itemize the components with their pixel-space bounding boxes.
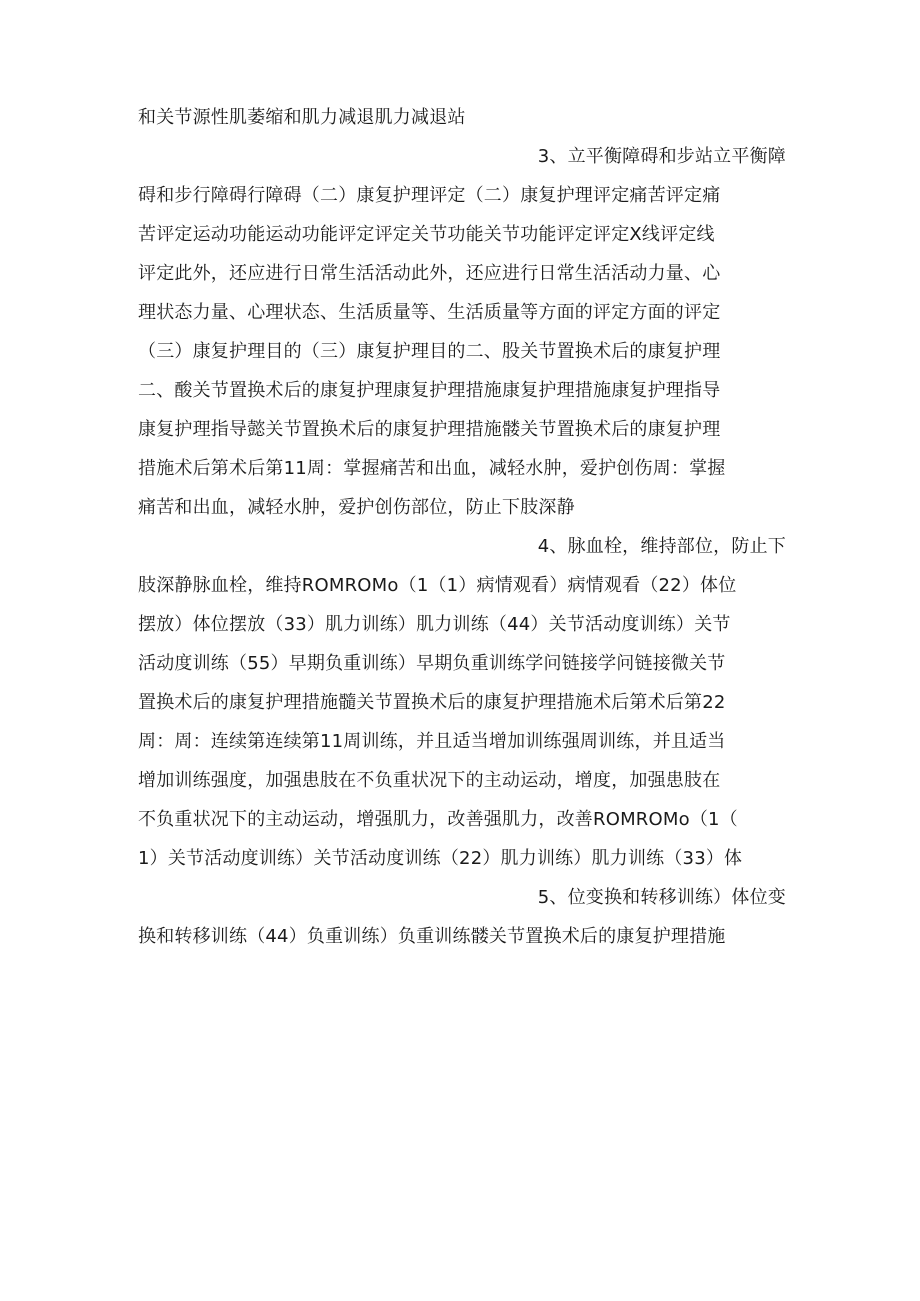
text-line: 5、位变换和转移训练）体位变	[537, 887, 786, 908]
text-line: 苦评定运动功能运动功能评定评定关节功能关节功能评定评定X线评定线	[138, 224, 715, 245]
text-line: 摆放）体位摆放（33）肌力训练）肌力训练（44）关节活动度训练）关节	[138, 614, 731, 635]
text-line: 痛苦和出血，减轻水肿，爱护创伤部位，防止下肢深静	[138, 497, 575, 518]
text-line: 和关节源性肌萎缩和肌力减退肌力减退站	[138, 107, 466, 128]
text-line: 1）关节活动度训练）关节活动度训练（22）肌力训练）肌力训练（33）体	[138, 848, 743, 869]
text-line: 活动度训练（55）早期负重训练）早期负重训练学问链接学问链接微关节	[138, 653, 726, 674]
text-line: 措施术后第术后第11周：掌握痛苦和出血，减轻水肿，爱护创伤周：掌握	[138, 458, 726, 479]
document-body	[138, 98, 786, 956]
text-line: 置换术后的康复护理措施髓关节置换术后的康复护理措施术后第术后第22	[138, 692, 726, 713]
text-line: 4、脉血栓，维持部位，防止下	[537, 536, 786, 557]
text-line: 换和转移训练（44）负重训练）负重训练髅关节置换术后的康复护理措施	[138, 926, 726, 947]
text-line: （三）康复护理目的（三）康复护理目的二、股关节置换术后的康复护理	[138, 341, 721, 362]
text-line: 周：周：连续第连续第11周训练，并且适当增加训练强周训练，并且适当	[138, 731, 726, 752]
text-line: 评定此外，还应进行日常生活活动此外，还应进行日常生活活动力量、心	[138, 263, 721, 284]
text-line: 碍和步行障碍行障碍（二）康复护理评定（二）康复护理评定痛苦评定痛	[138, 185, 721, 206]
text-line: 理状态力量、心理状态、生活质量等、生活质量等方面的评定方面的评定	[138, 302, 721, 323]
text-line: 康复护理指导懿关节置换术后的康复护理措施髅关节置换术后的康复护理	[138, 419, 721, 440]
text-line: 二、酸关节置换术后的康复护理康复护理措施康复护理措施康复护理指导	[138, 380, 721, 401]
text-line: 不负重状况下的主动运动，增强肌力，改善强肌力，改善ROMROMo（1（	[138, 809, 738, 830]
text-line: 3、立平衡障碍和步站立平衡障	[537, 146, 786, 167]
text-line: 增加训练强度，加强患肢在不负重状况下的主动运动，增度，加强患肢在	[138, 770, 721, 791]
text-line: 肢深静脉血栓，维持ROMROMo（1（1）病情观看）病情观看（22）体位	[138, 575, 737, 596]
